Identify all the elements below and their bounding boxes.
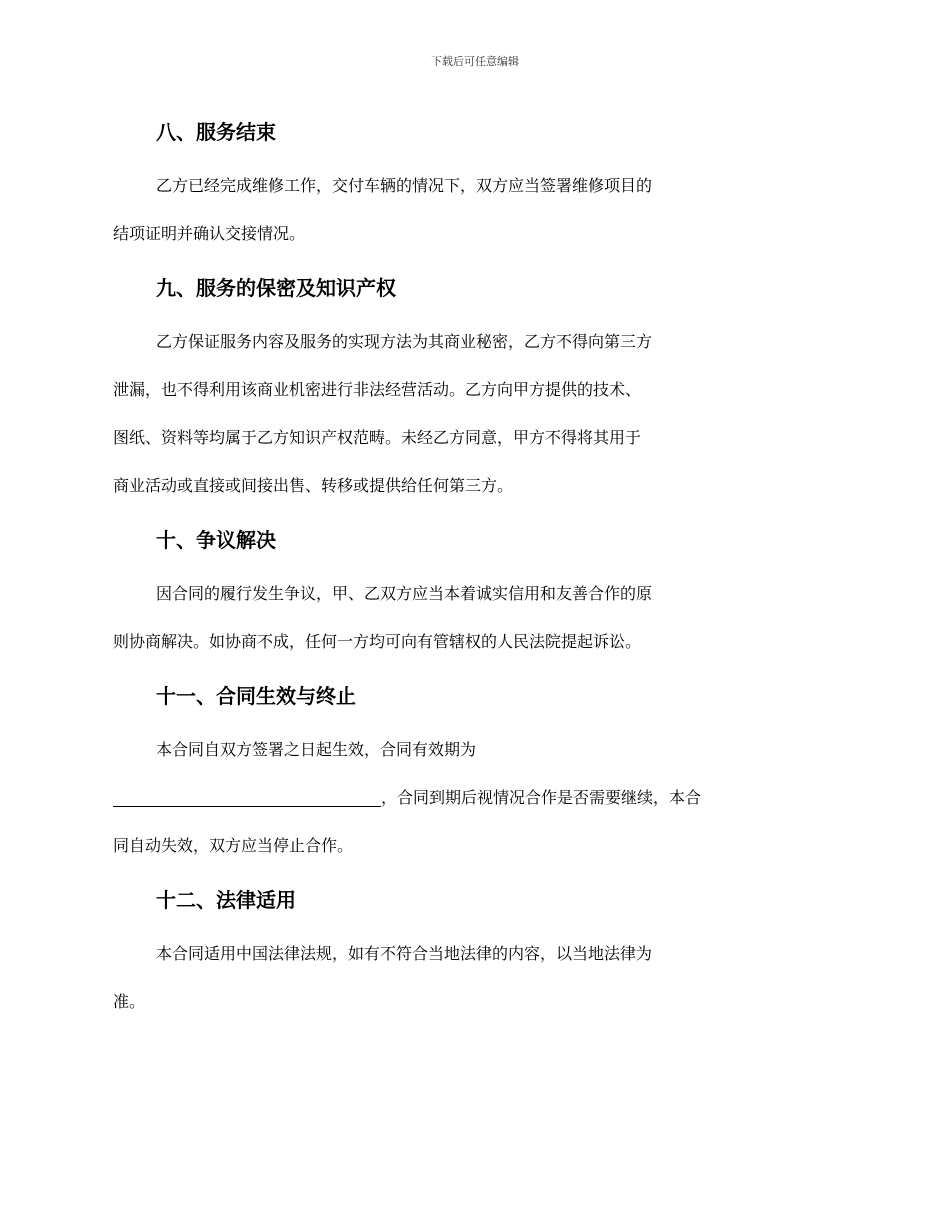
paragraph-line: 乙方保证服务内容及服务的实现方法为其商业秘密，乙方不得向第三方 [156,332,653,351]
section-heading: 十一、合同生效与终止 [156,684,356,708]
section-dispute-resolution [113,516,833,666]
paragraph-line: 因合同的履行发生争议，甲、乙双方应当本着诚实信用和友善合作的原 [156,584,653,603]
section-service-end [113,108,833,258]
paragraph-line: 乙方已经完成维修工作，交付车辆的情况下，双方应当签署维修项目的 [156,176,653,195]
paragraph-line: 商业活动或直接或间接出售、转移或提供给任何第三方。 [113,476,514,495]
section-paragraph [113,318,833,510]
validity-period-blank[interactable] [113,786,381,807]
paragraph-text: ，合同到期后视情况合作是否需要继续，本合 [381,788,702,807]
section-paragraph [113,570,833,666]
section-heading: 十二、法律适用 [156,888,296,912]
section-paragraph [113,726,833,870]
paragraph-line: 则协商解决。如协商不成，任何一方均可向有管辖权的人民法院提起诉讼。 [113,632,642,651]
paragraph-line: 准。 [113,992,146,1011]
paragraph-line: 泄漏，也不得利用该商业机密进行非法经营活动。乙方向甲方提供的技术、 [113,380,642,399]
section-paragraph [113,162,833,258]
section-paragraph [113,930,833,1026]
section-effect-termination [113,672,833,870]
document-body [113,108,833,1026]
section-heading: 八、服务结束 [156,120,276,144]
paragraph-line-with-blank [113,774,833,822]
paragraph-line: 结项证明并确认交接情况。 [113,224,306,243]
section-applicable-law [113,876,833,1026]
section-confidentiality-ip [113,264,833,510]
page-header: 下载后可任意编辑 [431,55,519,68]
paragraph-line: 本合同适用中国法律法规，如有不符合当地法律的内容，以当地法律为 [156,944,653,963]
paragraph-line: 本合同自双方签署之日起生效，合同有效期为 [156,740,477,759]
paragraph-line: 同自动失效，双方应当停止合作。 [113,836,354,855]
section-heading: 十、争议解决 [156,528,276,552]
section-heading: 九、服务的保密及知识产权 [156,276,396,300]
paragraph-line: 图纸、资料等均属于乙方知识产权范畴。未经乙方同意，甲方不得将其用于 [113,428,642,447]
